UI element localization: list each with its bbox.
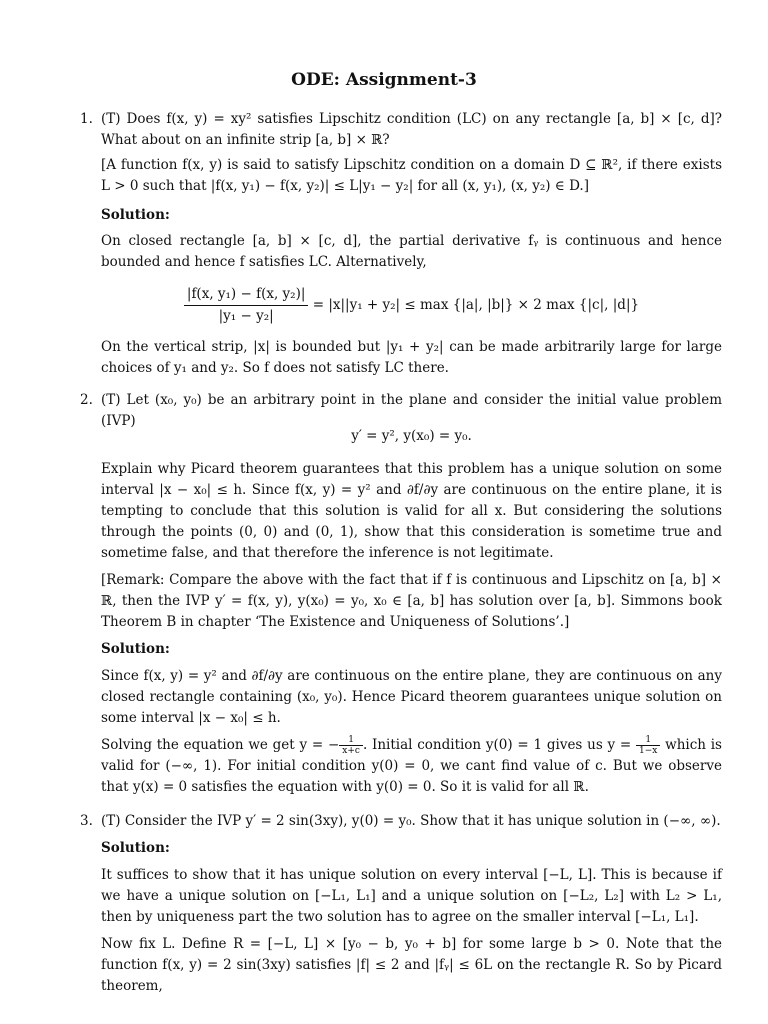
q2-frac1-den: x+c <box>342 746 360 756</box>
q2-fraction-2 <box>636 735 660 756</box>
q2-solution-p2 <box>101 735 722 798</box>
q3-solution-p2: Now fix L. Define R = [−L, L] × [y₀ − b, y₀ + b] for some large b > 0. Note that the function f(x, y) = 2 sin(3xy) satisfies |f| ≤ 2 and |fᵧ| ≤ 6L on the rectangle R. So by Picard theorem, <box>101 936 722 994</box>
q2-frac2-num: 1 <box>636 735 660 746</box>
q2-frac1-num: 1 <box>339 735 363 746</box>
q1-equation-fraction <box>184 284 309 327</box>
q2-remark: [Remark: Compare the above with the fact that if f is continuous and Lipschitz on [a, b] × ℝ, then the IVP y′ = f(x, y), y(x₀) = y₀, x₀ ∈ [a, b] has solution over [a, b]. Simmons book Theorem B in chapter ‘The Existence and Uniqueness of Solutions’.] <box>101 572 722 630</box>
q2-question: (T) Let (x₀, y₀) be an arbitrary point in the plane and consider the initial value problem (IVP) <box>101 392 722 429</box>
q1-definition: [A function f(x, y) is said to satisfy Lipschitz condition on a domain D ⊆ ℝ², if there exists L > 0 such that |f(x, y₁) − f(x, y₂)| ≤ L|y₁ − y₂| for all (x, y₁), (x, y₂) ∈ D.] <box>101 157 722 194</box>
q2-solution-p1: Since f(x, y) = y² and ∂f/∂y are continuous on the entire plane, they are continuous on any closed rectangle containing (x₀, y₀). Hence Picard theorem guarantees unique solution on some interval |x − x₀| ≤ h. <box>101 668 722 726</box>
q2-explain: Explain why Picard theorem guarantees that this problem has a unique solution on some interval |x − x₀| ≤ h. Since f(x, y) = y² and ∂f/∂y are continuous on the entire plane, it is tempting to conclude that this solution is valid for all x. But considering the solutions through the points (0, 0) and (0, 1), show that this consideration is sometime true and sometime false, and that therefore the inference is not legitimate. <box>101 461 722 561</box>
q1-eq-denominator: |y₁ − y₂| <box>218 308 274 324</box>
q1-solution-p2: On the vertical strip, |x| is bounded but |y₁ + y₂| can be made arbitrarily large for large choices of y₁ and y₂. So f does not satisfy LC there. <box>101 339 722 376</box>
q1-question: (T) Does f(x, y) = xy² satisfies Lipschitz condition (LC) on any rectangle [a, b] × [c, d]? What about on an infinite strip [a, b] × ℝ? <box>101 111 722 148</box>
q1-solution-p1: On closed rectangle [a, b] × [c, d], the partial derivative fᵧ is continuous and hence bounded and hence f satisfies LC. Alternatively, <box>101 233 722 270</box>
q2-solution-label: Solution: <box>101 641 170 657</box>
q2-sol2-part-a: Solving the equation we get y = − <box>101 737 340 753</box>
q1-eq-numerator: |f(x, y₁) − f(x, y₂)| <box>184 284 309 306</box>
q1-number: 1. <box>80 111 93 127</box>
q2-fraction-1 <box>339 735 363 756</box>
q2-frac2-den: 1−x <box>639 746 658 756</box>
q3-number: 3. <box>80 813 93 829</box>
q1-solution-label: Solution: <box>101 207 170 223</box>
q2-sol2-part-c: which is valid for (−∞, 1). For initial condition y(0) = 0, we cant find value of c. But we observe that y(x) = 0 satisfies the equation with y(0) = 0. So it is valid for all ℝ. <box>101 737 722 795</box>
q2-sol2-part-b: . Initial condition y(0) = 1 gives us y = <box>362 737 632 753</box>
q1-eq-rhs: = |x||y₁ + y₂| ≤ max {|a|, |b|} × 2 max {|c|, |d|} <box>312 297 640 313</box>
q3-solution-label: Solution: <box>101 840 170 856</box>
q3-question: (T) Consider the IVP y′ = 2 sin(3xy), y(0) = y₀. Show that it has unique solution in (−∞, ∞). <box>101 813 721 829</box>
page-title: ODE: Assignment-3 <box>291 70 477 90</box>
q3-solution-p1: It suffices to show that it has unique solution on every interval [−L, L]. This is because if we have a unique solution on [−L₁, L₁] and a unique solution on [−L₂, L₂] with L₂ > L₁, then by uniqueness part the two solution has to agree on the smaller interval [−L₁, L₁]. <box>101 867 722 925</box>
q2-ivp-equation: y′ = y², y(x₀) = y₀. <box>351 428 472 444</box>
q1-lipschitz-equation <box>101 284 722 327</box>
q2-number: 2. <box>80 392 93 408</box>
